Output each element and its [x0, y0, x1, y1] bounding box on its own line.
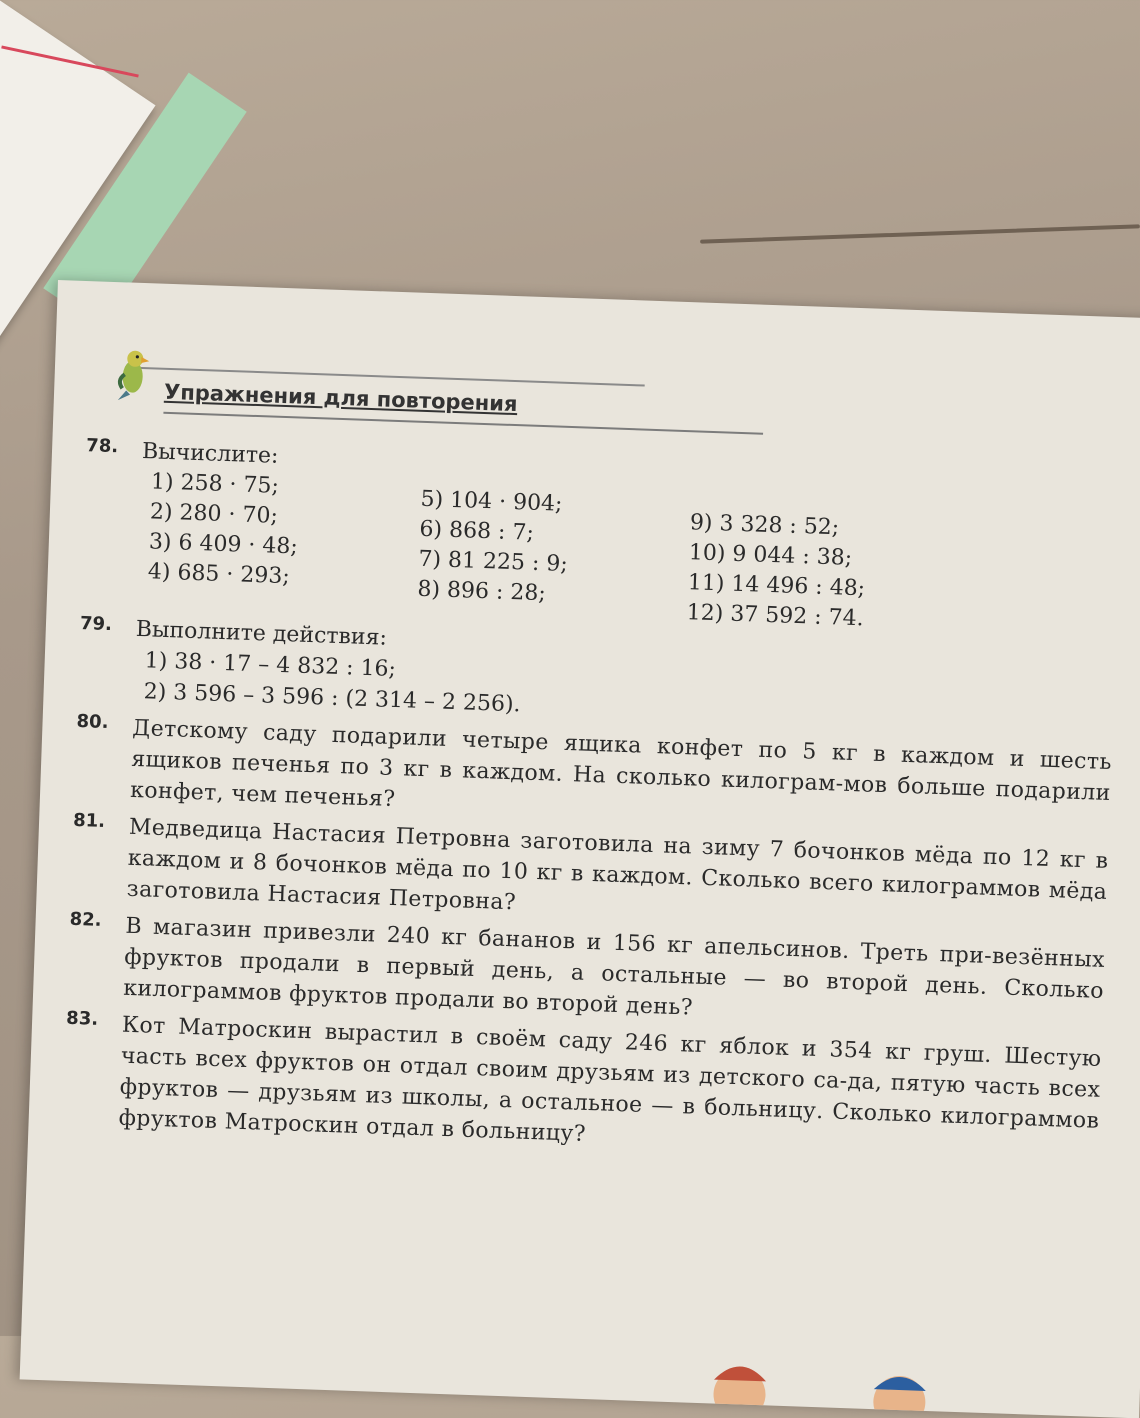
- column-3: [686, 486, 961, 637]
- item: 2) 3 596 – 3 596 : (2 314 – 2 256).: [143, 679, 521, 718]
- exercise-number: 82.: [69, 908, 102, 931]
- problem-text: В магазин привезли 240 кг бананов и 156 кг апельсинов. Треть при-везённых фруктов продали в первый день, а остальные — во второй день. Сколько килограммов фруктов продали во второй день?: [122, 913, 1106, 1021]
- cartoon-illustration: [679, 1342, 961, 1412]
- exercise-number: 79.: [79, 612, 113, 636]
- column-2: [416, 477, 691, 628]
- page-content: [65, 362, 1125, 1173]
- item: 1) 38 · 17 – 4 832 : 16;: [144, 648, 397, 683]
- exercise-83: [65, 1007, 1102, 1168]
- item: 10) 9 044 : 38;: [688, 540, 853, 571]
- problem-text: Кот Матроскин вырастил в своём саду 246 кг яблок и 354 кг груш. Шестую часть всех фруктов он отдал своим друзьям из детского са-да, пятую часть всех фруктов — друзьям из школы, а остальное — в больницу. Сколько килограммов фруктов Матроскин отдал в больницу?: [118, 1012, 1102, 1147]
- exercise-prompt: Выполните действия:: [135, 616, 388, 651]
- item: 3) 6 409 · 48;: [148, 529, 299, 560]
- item: 9) 3 328 : 52;: [689, 510, 840, 541]
- column-1: [147, 467, 422, 618]
- item: 6) 868 : 7;: [419, 516, 535, 546]
- item: 2) 280 · 70;: [149, 499, 279, 529]
- exercise-prompt: Вычислите:: [141, 439, 279, 469]
- problem-text: Медведица Настасия Петровна заготовила на зиму 7 бочонков мёда по 12 кг в каждом и 8 бочонков мёда по 10 кг в каждом. Сколько всего килограммов мёда заготовила Настасия Петровна?: [126, 814, 1109, 916]
- item: 4) 685 · 293;: [147, 559, 291, 590]
- exercise-number: 78.: [85, 435, 119, 458]
- parrot-icon: [112, 344, 154, 401]
- item: 11) 14 496 : 48;: [687, 570, 866, 602]
- item: 12) 37 592 : 74.: [686, 600, 865, 632]
- item: 8) 896 : 28;: [416, 576, 547, 607]
- book-page: [20, 280, 1140, 1418]
- section-title: Упражнения для повторения: [163, 379, 518, 417]
- item: 1) 258 · 75;: [150, 469, 280, 499]
- item: 5) 104 · 904;: [420, 486, 563, 517]
- exercise-number: 83.: [65, 1007, 99, 1030]
- exercise-number: 80.: [76, 710, 109, 734]
- exercise-number: 81.: [72, 809, 106, 832]
- item: 7) 81 225 : 9;: [418, 546, 569, 577]
- table-crack: [700, 224, 1140, 243]
- problem-text: Детскому саду подарили четыре ящика конфет по 5 кг в каждом и шесть ящиков печенья по 3 кг в каждом. На сколько килограм-мов больше подарили конфет, чем печенья?: [129, 715, 1113, 813]
